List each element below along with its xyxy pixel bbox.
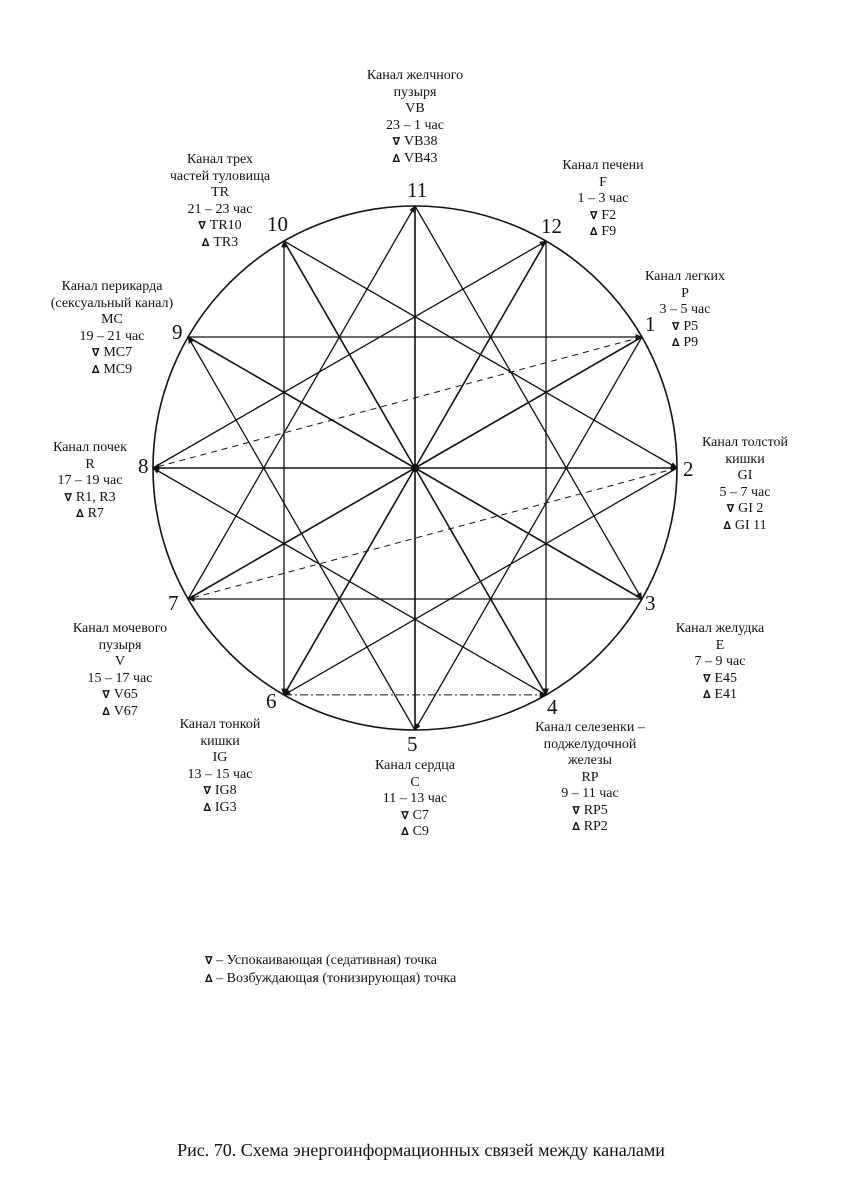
sedative-symbol: ∇ [64, 490, 76, 504]
sedative-point: E45 [714, 670, 738, 686]
tonic-point: F9 [601, 224, 617, 239]
channel-label-f [520, 158, 686, 241]
channel-label-line: 1 – 3 час [577, 191, 629, 206]
channel-label-line: P [681, 285, 689, 301]
channel-label-line: VB [405, 101, 425, 116]
channel-label-gi [680, 435, 810, 534]
channel-label-e [650, 621, 790, 704]
channel-label-line: поджелудочной [543, 736, 637, 752]
channel-label-line: MC [101, 312, 123, 327]
tonic-symbol: ∆ [76, 507, 88, 520]
sedative-symbol: ∇ [589, 208, 602, 222]
channel-label-line: IG [212, 750, 228, 765]
channel-label-line: частей туловища [169, 168, 271, 184]
hour-number-4: 4 [547, 695, 558, 719]
tonic-point-row [20, 506, 160, 523]
channel-label-line: Канал желчного [366, 68, 464, 83]
hour-number-6: 6 [266, 689, 277, 713]
channel-label-line: 21 – 23 час [187, 201, 253, 217]
hour-number-11: 11 [407, 178, 428, 202]
tonic-point-row [345, 824, 485, 841]
sedative-point-row [650, 671, 790, 688]
tonic-point: P9 [683, 335, 699, 350]
tonic-symbol: ∆ [102, 704, 114, 718]
sedative-point: RP5 [583, 802, 608, 818]
tonic-symbol: ∆ [205, 972, 213, 985]
sedative-point-row [325, 134, 505, 151]
channel-label-c [345, 758, 485, 841]
sedative-point: P5 [683, 318, 699, 334]
channel-label-line: 23 – 1 час [386, 117, 444, 133]
channel-label-line: Канал сердца [375, 758, 455, 773]
sedative-symbol: ∇ [102, 688, 114, 701]
sedative-symbol: ∇ [205, 954, 213, 967]
tonic-point-row [520, 224, 686, 241]
sedative-point-row [345, 808, 485, 825]
channel-label-line: GI [737, 468, 753, 483]
sedative-point: VB38 [404, 134, 438, 149]
channel-label-line: R [85, 456, 95, 472]
sedative-point-row [155, 783, 285, 800]
tonic-symbol: ∆ [702, 688, 715, 701]
channel-label-line: Канал легких [645, 269, 725, 284]
sedative-point: F2 [601, 207, 617, 223]
channel-label-line: пузыря [98, 637, 142, 653]
spoke-7 [188, 468, 415, 599]
sedative-symbol: ∇ [198, 219, 210, 232]
center-point [411, 464, 419, 472]
channel-label-line: E [715, 637, 725, 653]
channel-label-tr [140, 152, 300, 251]
channel-label-line: 9 – 11 час [561, 786, 619, 801]
sedative-symbol: ∇ [392, 135, 405, 148]
channel-label-line: F [599, 174, 607, 190]
hour-number-1: 1 [645, 312, 656, 336]
hour-number-9: 9 [172, 320, 183, 344]
hour-number-12: 12 [541, 214, 562, 238]
channel-label-line: 5 – 7 час [719, 484, 771, 500]
sedative-point: IG8 [214, 783, 237, 798]
sedative-symbol: ∇ [702, 671, 715, 685]
channel-label-ig [155, 717, 285, 816]
sedative-point: GI 2 [738, 501, 764, 516]
legend-sedative-text: – Успокаивающая (седативная) точка [216, 953, 437, 968]
channel-label-line: 15 – 17 час [87, 670, 153, 686]
sedative-symbol: ∇ [91, 346, 104, 359]
tonic-point-row [680, 518, 810, 535]
channel-label-line: 17 – 19 час [57, 473, 123, 488]
channel-label-line: Канал перикарда [61, 279, 163, 294]
channel-label-line: Канал почек [53, 440, 127, 455]
sedative-point: TR10 [209, 218, 242, 233]
hour-number-5: 5 [407, 732, 418, 756]
tonic-point-row [650, 687, 790, 704]
tonic-symbol: ∆ [572, 820, 584, 833]
channel-label-v [40, 621, 200, 720]
channel-label-line: Канал толстой [701, 435, 789, 450]
sedative-point: C7 [412, 807, 429, 823]
tonic-point-row [325, 151, 505, 168]
sedative-symbol: ∇ [203, 784, 215, 797]
channel-label-mc [22, 279, 202, 378]
sedative-point: R1, R3 [75, 489, 116, 505]
tonic-symbol: ∆ [671, 336, 684, 349]
tonic-point-row [505, 819, 675, 836]
tonic-symbol: ∆ [723, 518, 735, 532]
sedative-symbol: ∇ [671, 319, 684, 333]
tonic-point-row [155, 800, 285, 817]
channel-label-line: 3 – 5 час [659, 302, 711, 317]
channel-label-line: Канал печени [562, 158, 644, 173]
sedative-point-row [620, 319, 750, 336]
tonic-symbol: ∆ [91, 362, 104, 376]
legend-tonic [205, 970, 456, 987]
tonic-point: RP2 [583, 819, 608, 834]
sedative-point-row [680, 501, 810, 518]
channel-label-line: 19 – 21 час [79, 328, 145, 344]
channel-label-line: Канал мочевого [72, 621, 168, 636]
channel-label-line: пузыря [393, 84, 437, 100]
tonic-point: VB43 [404, 150, 438, 166]
tonic-point: R7 [87, 506, 104, 521]
tonic-symbol: ∆ [201, 235, 214, 249]
sedative-point: V65 [113, 687, 138, 702]
tonic-symbol: ∆ [203, 800, 215, 814]
tonic-point: V67 [113, 703, 138, 719]
tonic-point-row [140, 235, 300, 252]
channel-label-line: Канал трех [186, 152, 253, 167]
channel-label-line: железы [567, 753, 612, 768]
channel-label-rp [505, 720, 675, 836]
channel-label-line: Канал желудка [675, 621, 765, 636]
hour-number-7: 7 [168, 591, 179, 615]
sedative-symbol: ∇ [726, 502, 739, 515]
tonic-symbol: ∆ [392, 151, 405, 165]
tonic-point: E41 [714, 687, 738, 702]
sedative-symbol: ∇ [572, 803, 584, 817]
channel-label-line: TR [211, 185, 229, 200]
spoke-9 [188, 337, 415, 468]
spoke-12 [415, 241, 546, 468]
figure-caption: Рис. 70. Схема энергоинформационных связей между каналами [177, 1140, 665, 1160]
tonic-symbol: ∆ [589, 225, 602, 238]
channel-label-line: Канал тонкой [179, 717, 261, 732]
channel-label-line: (сексуальный канал) [50, 295, 174, 311]
spoke-1 [415, 337, 642, 468]
hour-number-8: 8 [138, 454, 149, 478]
channel-label-line: 11 – 13 час [382, 791, 448, 806]
legend-tonic-text: – Возбуждающая (тонизирующая) точка [216, 971, 457, 986]
spoke-3 [415, 468, 642, 599]
spoke-10 [284, 241, 415, 468]
hour-number-3: 3 [645, 591, 656, 615]
channel-label-line: 13 – 15 час [187, 766, 253, 782]
sedative-point-row [505, 803, 675, 820]
channel-label-p [620, 269, 750, 352]
spoke-4 [415, 468, 546, 695]
channel-label-line: 7 – 9 час [694, 654, 746, 669]
sedative-point: MC7 [103, 345, 133, 360]
channel-label-r [20, 440, 160, 523]
sedative-point-row [140, 218, 300, 235]
sedative-point-row [40, 687, 200, 704]
sedative-point-row [20, 490, 160, 507]
sedative-symbol: ∇ [401, 808, 413, 822]
channel-label-line: V [114, 654, 126, 669]
tonic-point: TR3 [213, 234, 239, 250]
legend-sedative [205, 952, 437, 969]
tonic-point: C9 [412, 824, 429, 839]
channel-label-vb [325, 68, 505, 167]
channel-label-line: кишки [200, 733, 240, 749]
tonic-point-row [40, 704, 200, 721]
tonic-point: MC9 [103, 361, 133, 377]
tonic-point-row [620, 335, 750, 352]
sedative-point-row [520, 208, 686, 225]
hour-number-10: 10 [267, 212, 288, 236]
sedative-point-row [22, 345, 202, 362]
channel-label-line: Канал селезенки – [535, 720, 645, 735]
spoke-6 [284, 468, 415, 695]
tonic-point: IG3 [214, 799, 237, 815]
tonic-point: GI 11 [734, 517, 767, 533]
tonic-point-row [22, 362, 202, 379]
channel-label-line: C [410, 774, 420, 790]
channel-label-line: кишки [725, 451, 765, 467]
tonic-symbol: ∆ [401, 825, 413, 838]
hour-number-2: 2 [683, 457, 694, 481]
channel-label-line: RP [581, 769, 599, 785]
